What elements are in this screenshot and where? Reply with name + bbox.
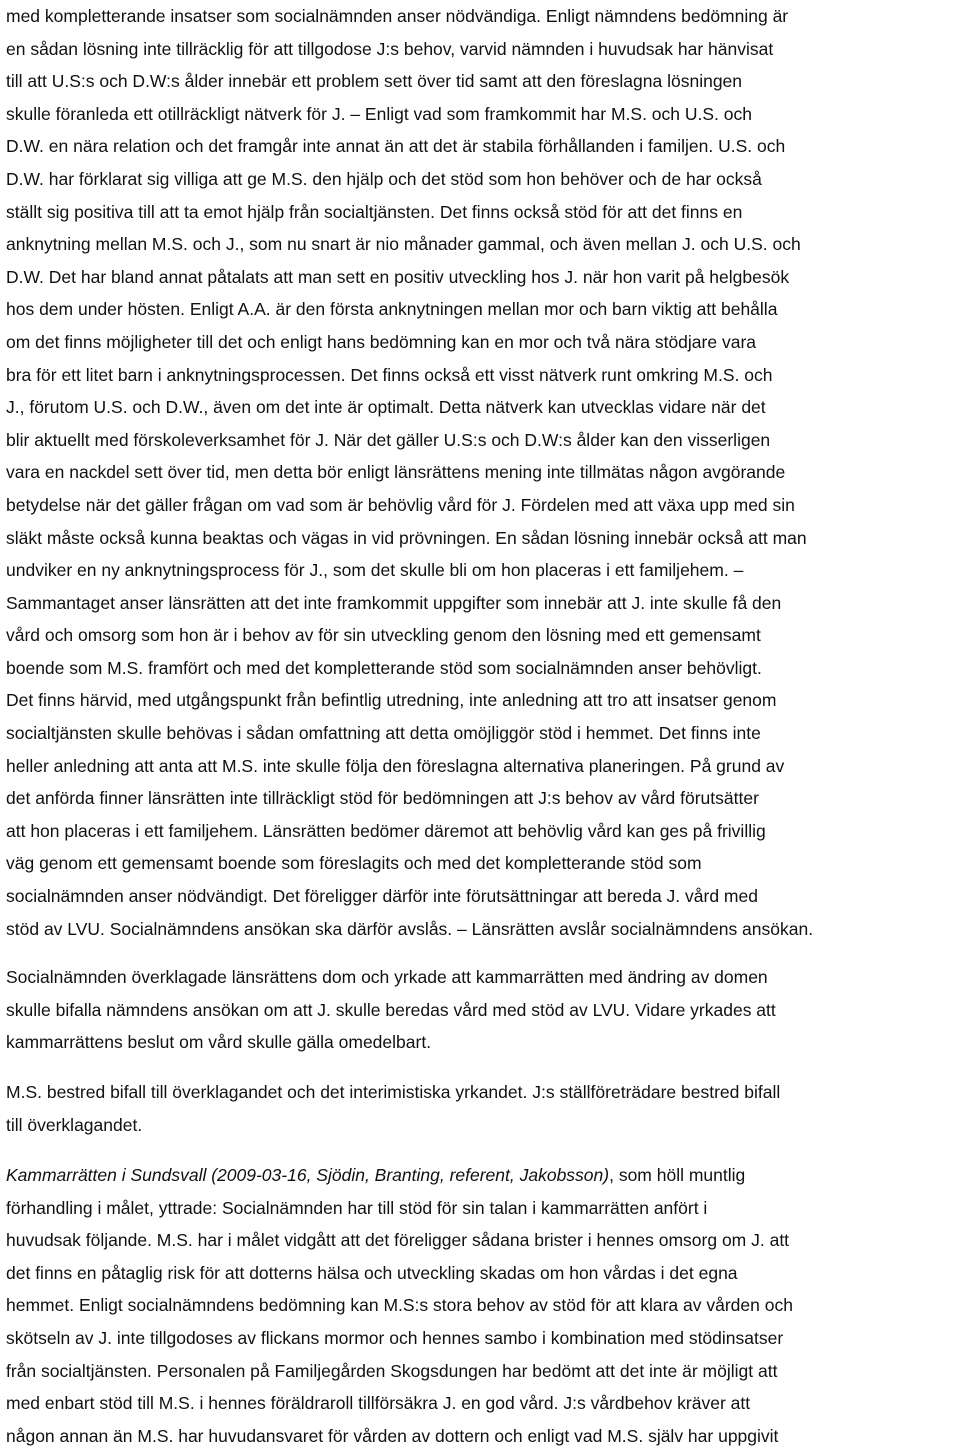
text-line: om det finns möjligheter till det och enligt hans bedömning kan en mor och två nära stödjare vara (6, 331, 757, 352)
text-line: socialnämnden anser nödvändigt. Det föreligger därför inte förutsättningar att bereda J. vård med (6, 886, 758, 907)
paragraph-appeal (6, 961, 776, 1059)
court-citation: Kammarrätten i Sundsvall (2009-03-16, Sjödin, Branting, referent, Jakobsson) (6, 1165, 610, 1185)
text-line: hemmet. Enligt socialnämndens bedömning kan M.S:s stora behov av stöd för att klara av vården och (6, 1295, 793, 1316)
text-line: Socialnämnden överklagade länsrättens dom och yrkade att kammarrätten med ändring av domen (6, 967, 768, 987)
text-line: släkt måste också kunna beaktas och vägas in vid prövningen. En sådan lösning innebär också att man (6, 527, 807, 548)
text-line: Det finns härvid, med utgångspunkt från befintlig utredning, inte anledning att tro att insatser genom (6, 690, 777, 711)
text-line: en sådan lösning inte tillräcklig för att tillgodose J:s behov, varvid nämnden i huvudsak har hänvisat (6, 38, 774, 59)
text-line (6, 1159, 793, 1192)
text-line: D.W. har förklarat sig villiga att ge M.S. den hjälp och det stöd som hon behöver och de har också (6, 168, 762, 189)
text-line: till att U.S:s och D.W:s ålder innebär ett problem sett över tid samt att den föreslagna lösningen (6, 71, 743, 92)
text-line: Sammantaget anser länsrätten att det inte framkommit uppgifter som innebär att J. inte skulle få den (6, 592, 782, 613)
text-line: boende som M.S. framfört och med det kompletterande stöd som socialnämnden anser behövligt. (6, 657, 762, 678)
paragraph-objection (6, 1076, 780, 1141)
text-line: undviker en ny anknytningsprocess för J., som det skulle bli om hon placeras i ett familjehem. – (6, 560, 744, 581)
text-line: M.S. bestred bifall till överklagandet och det interimistiska yrkandet. J:s ställföreträdare bestred bifall (6, 1082, 781, 1102)
text-line: hos dem under hösten. Enligt A.A. är den första anknytningen mellan mor och barn viktig att behålla (6, 299, 778, 320)
text-line: det anförda finner länsrätten inte tillräckligt stöd för bedömningen att J:s behov av vård förutsätter (6, 788, 759, 809)
text-line: med enbart stöd till M.S. i hennes föräldraroll tillförsäkra J. en god vård. J:s vårdbehov kräver att (6, 1393, 751, 1414)
text-line: betydelse när det gäller frågan om vad som är behövlig vård för J. Fördelen med att växa upp med sin (6, 494, 795, 515)
text-line: skulle bifalla nämndens ansökan om att J. skulle beredas vård med stöd av LVU. Vidare yrkades att (6, 999, 776, 1020)
text-line: blir aktuellt med förskoleverksamhet för J. När det gäller U.S:s och D.W:s ålder kan den visserligen (6, 429, 771, 450)
text-line: att hon placeras i ett familjehem. Länsrätten bedömer däremot att behövlig vård kan ges på frivillig (6, 820, 766, 841)
text-line: socialtjänsten skulle behövas i sådan omfattning att detta omöjliggör stöd i hemmet. Det finns inte (6, 723, 761, 744)
text-line: någon annan än M.S. har huvudansvaret för vården av dottern och enligt vad M.S. själv har uppgivit (6, 1425, 779, 1446)
text-line: stöd av LVU. Socialnämndens ansökan ska därför avslås. – Länsrätten avslår socialnämndens ansökan. (6, 918, 814, 939)
text-line: kammarrättens beslut om vård skulle gälla omedelbart. (6, 1032, 432, 1053)
text-fragment: , som höll muntlig (609, 1165, 746, 1185)
text-line: vara en nackdel sett över tid, men detta bör enligt länsrättens mening inte tillmätas någon avgörande (6, 462, 786, 483)
paragraph-lansratten-assessment (6, 0, 813, 945)
text-line: skötseln av J. inte tillgodoses av flickans mormor och hennes sambo i kombination med stödinsatser (6, 1327, 784, 1348)
text-line: vård och omsorg som hon är i behov av för sin utveckling genom den lösning med ett gemensamt (6, 625, 761, 646)
text-line: förhandling i målet, yttrade: Socialnämnden har till stöd för sin talan i kammarrätten anfört i (6, 1197, 708, 1218)
paragraph-kammarratten (6, 1159, 793, 1452)
text-line: D.W. Det har bland annat påtalats att man sett en positiv utveckling hos J. när hon varit på helgbesök (6, 266, 790, 287)
text-line: till överklagandet. (6, 1114, 143, 1135)
text-line: skulle föranleda ett otillräckligt nätverk för J. – Enligt vad som framkommit har M.S. och U.S. och (6, 103, 752, 124)
text-line: anknytning mellan M.S. och J., som nu snart är nio månader gammal, och även mellan J. och U.S. och (6, 234, 801, 255)
text-line: J., förutom U.S. och D.W., även om det inte är optimalt. Detta nätverk kan utvecklas vidare när det (6, 397, 766, 418)
text-line: det finns en påtaglig risk för att dotterns hälsa och utveckling skadas om hon vårdas i det egna (6, 1262, 738, 1283)
text-line: heller anledning att anta att M.S. inte skulle följa den föreslagna alternativa planeringen. På grund av (6, 755, 785, 776)
text-line: från socialtjänsten. Personalen på Familjegården Skogsdungen har bedömt att det inte är möjligt att (6, 1360, 778, 1381)
text-line: ställt sig positiva till att ta emot hjälp från socialtjänsten. Det finns också stöd för att det finns en (6, 201, 743, 222)
text-line: väg genom ett gemensamt boende som föreslagits och med det kompletterande stöd som (6, 853, 702, 874)
text-line: bra för ett litet barn i anknytningsprocessen. Det finns också ett visst nätverk runt omkring M.S. och (6, 364, 773, 385)
text-line: huvudsak följande. M.S. har i målet vidgått att det föreligger sådana brister i hennes omsorg om J. att (6, 1230, 790, 1251)
text-line: med kompletterande insatser som socialnämnden anser nödvändiga. Enligt nämndens bedömning är (6, 6, 789, 26)
text-line: D.W. en nära relation och det framgår inte annat än att det är stabila förhållanden i familjen. U.S. och (6, 136, 786, 157)
